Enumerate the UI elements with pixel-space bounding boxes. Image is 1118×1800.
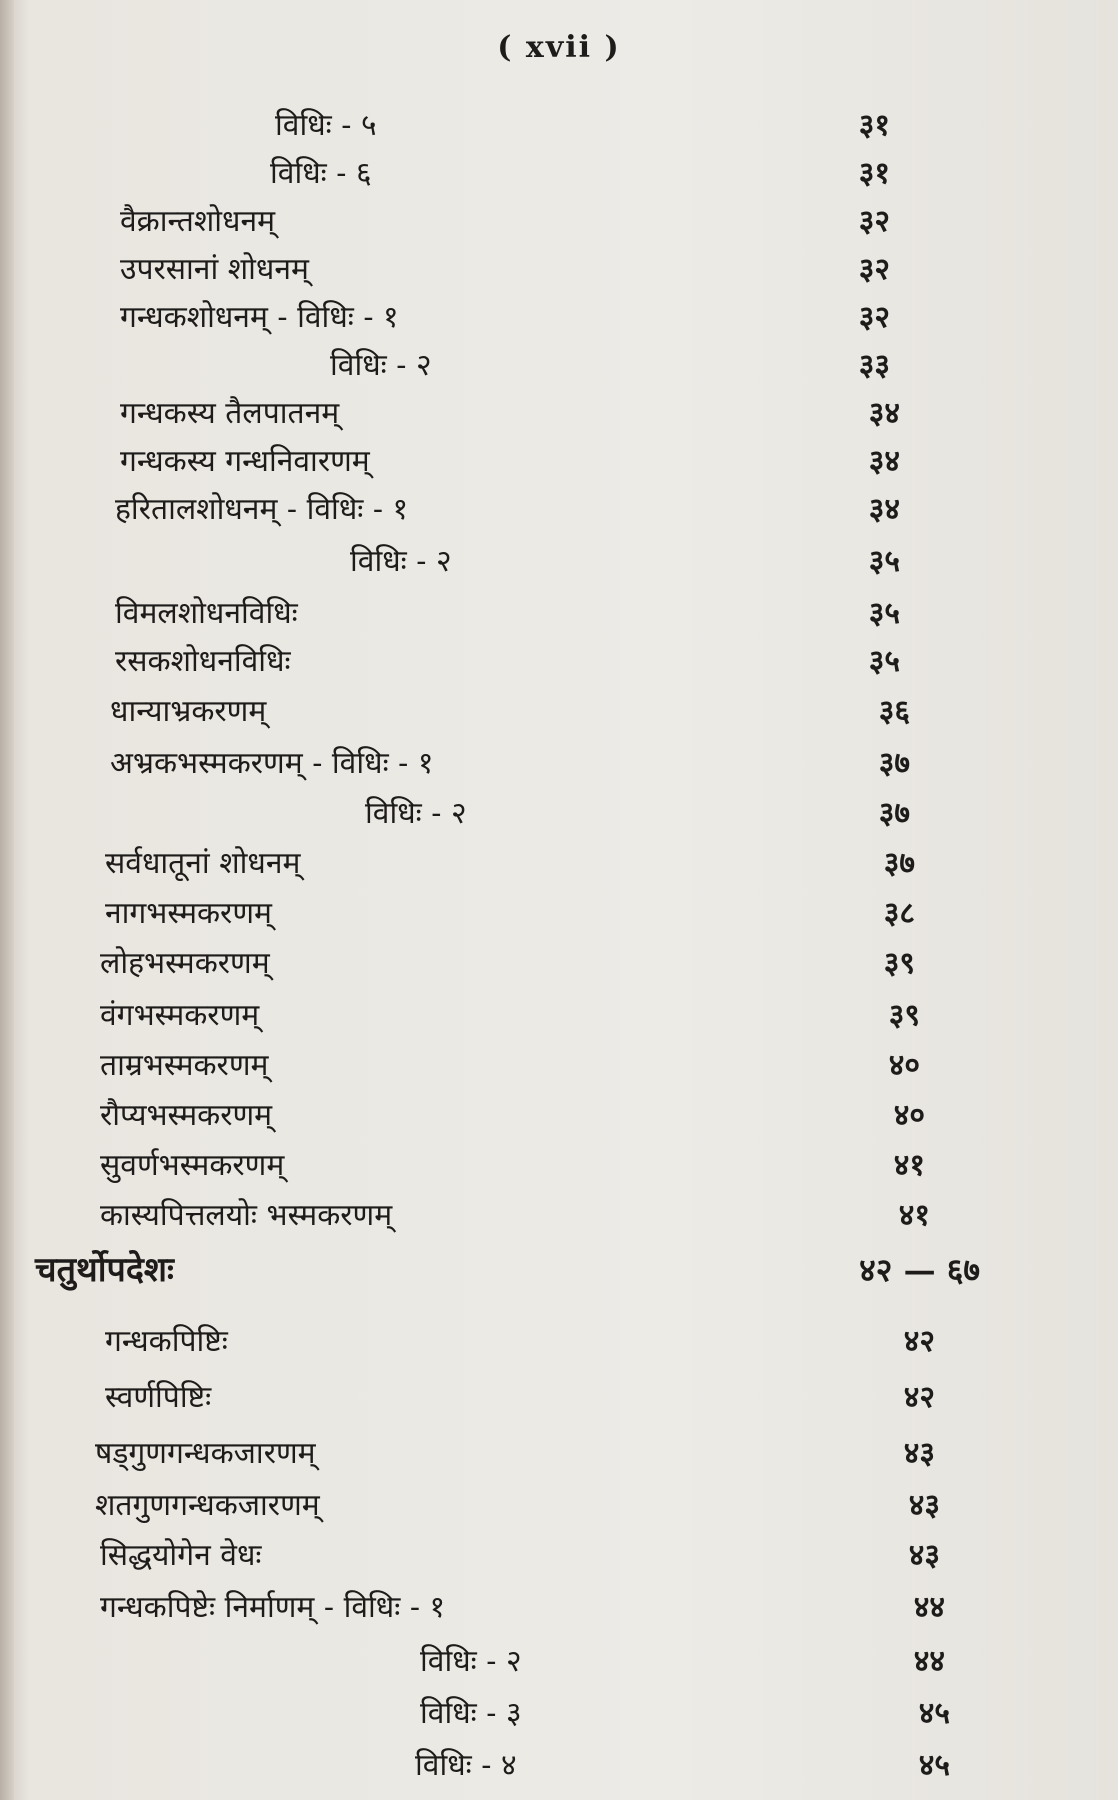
- toc-entry-page-number: ३२: [858, 300, 890, 335]
- toc-entry-page-number: ३९: [883, 946, 915, 981]
- toc-entry-page-number: ४२ — ६७: [859, 1251, 980, 1289]
- toc-entry: [0, 1190, 1118, 1242]
- toc-entry-page-number: ४२: [903, 1324, 935, 1359]
- toc-entry-page-number: ३८: [883, 896, 915, 931]
- toc-entry-title: गन्धकस्य तैलपातनम्: [120, 396, 340, 431]
- toc-entry-page-number: ३१: [858, 156, 890, 191]
- toc-entry-title: वंगभस्मकरणम्: [100, 998, 260, 1033]
- toc-entry-title: गन्धकपिष्टेः निर्माणम् - विधिः - १: [100, 1590, 446, 1625]
- section-heading: [0, 1244, 1118, 1296]
- toc-entry-title: उपरसानां शोधनम्: [120, 252, 309, 287]
- toc-entry-page-number: ३२: [858, 204, 890, 239]
- toc-entry-title: शतगुणगन्धकजारणम्: [95, 1488, 320, 1523]
- toc-entry-title: धान्याभ्रकरणम्: [110, 694, 267, 729]
- toc-entry: [0, 388, 1118, 440]
- toc-entry-title: सुवर्णभस्मकरणम्: [100, 1148, 285, 1183]
- toc-entry-title: सिद्धयोगेन वेधः: [100, 1538, 262, 1573]
- toc-entry-page-number: ४५: [918, 1696, 950, 1731]
- toc-entry: [0, 990, 1118, 1042]
- toc-entry-page-number: ४३: [908, 1488, 940, 1523]
- toc-entry-title: नागभस्मकरणम्: [105, 896, 272, 931]
- toc-entry-page-number: ३४: [868, 492, 900, 527]
- toc-entry-title: ताम्रभस्मकरणम्: [100, 1048, 269, 1083]
- toc-entry-title: विधिः - ३: [420, 1696, 522, 1731]
- toc-entry: [0, 938, 1118, 990]
- toc-entry: [0, 1040, 1118, 1092]
- toc-entry-page-number: ३७: [883, 846, 915, 881]
- toc-entry-title: सर्वधातूनां शोधनम्: [105, 846, 301, 881]
- toc-entry: [0, 686, 1118, 738]
- toc-entry-page-number: ३३: [858, 348, 890, 383]
- toc-entry: [0, 148, 1118, 200]
- toc-entry: [0, 436, 1118, 488]
- toc-entry-page-number: ३७: [878, 796, 910, 831]
- toc-entry-page-number: ४३: [908, 1538, 940, 1573]
- toc-entry: [0, 838, 1118, 890]
- toc-entry-page-number: ४०: [893, 1098, 925, 1133]
- toc-entry-title: लोहभस्मकरणम्: [100, 946, 270, 981]
- page-number: ( xvii ): [497, 30, 621, 65]
- toc-entry-title: स्वर्णपिष्टिः: [105, 1380, 212, 1415]
- toc-entry: [0, 738, 1118, 790]
- toc-entry-title: विधिः - २: [350, 544, 452, 579]
- toc-entry-page-number: ४४: [913, 1590, 945, 1625]
- toc-entry-title: रसकशोधनविधिः: [115, 644, 291, 679]
- toc-entry-title: कास्यपित्तलयोः भस्मकरणम्: [100, 1198, 393, 1233]
- toc-entry: [0, 1140, 1118, 1192]
- toc-entry-title: गन्धकशोधनम् - विधिः - १: [120, 300, 399, 335]
- toc-entry: [0, 1636, 1118, 1688]
- toc-entry-title: वैक्रान्तशोधनम्: [120, 204, 276, 239]
- toc-entry-page-number: ३५: [868, 644, 900, 679]
- toc-entry: [0, 244, 1118, 296]
- toc-entry-page-number: ४४: [913, 1644, 945, 1679]
- toc-entry: [0, 1316, 1118, 1368]
- toc-entry-page-number: ४१: [893, 1148, 925, 1183]
- toc-entry: [0, 1090, 1118, 1142]
- toc-entry-title: विधिः - २: [365, 796, 467, 831]
- toc-entry-page-number: ३५: [868, 596, 900, 631]
- toc-entry-title: विमलशोधनविधिः: [115, 596, 298, 631]
- toc-entry-page-number: ३२: [858, 252, 890, 287]
- toc-entry-title: अभ्रकभस्मकरणम् - विधिः - १: [110, 746, 434, 781]
- toc-entry-page-number: ३४: [868, 396, 900, 431]
- toc-entry-title: षड्गुणगन्धकजारणम्: [95, 1436, 316, 1471]
- toc-entry-page-number: ३५: [868, 544, 900, 579]
- toc-entry: [0, 484, 1118, 536]
- toc-entry: [0, 1530, 1118, 1582]
- toc-entry: [0, 636, 1118, 688]
- toc-entry-title: विधिः - ५: [275, 108, 377, 143]
- toc-entry-title: चतुर्थोपदेशः: [35, 1250, 174, 1290]
- toc-entry-page-number: ४०: [888, 1048, 920, 1083]
- toc-entry: [0, 588, 1118, 640]
- toc-entry: [0, 1428, 1118, 1480]
- toc-entry: [0, 1688, 1118, 1740]
- toc-entry: [0, 340, 1118, 392]
- toc-entry-page-number: ३६: [878, 694, 910, 729]
- toc-entry-title: विधिः - २: [330, 348, 432, 383]
- toc-entry-title: हरितालशोधनम् - विधिः - १: [115, 492, 409, 527]
- toc-entry-title: विधिः - २: [420, 1644, 522, 1679]
- toc-entry-title: रौप्यभस्मकरणम्: [100, 1098, 273, 1133]
- toc-entry-page-number: ३१: [858, 108, 890, 143]
- toc-entry: [0, 1372, 1118, 1424]
- toc-entry-page-number: ४१: [898, 1198, 930, 1233]
- toc-entry: [0, 1740, 1118, 1792]
- toc-entry-title: विधिः - ६: [270, 156, 372, 191]
- toc-entry: [0, 100, 1118, 152]
- toc-entry: [0, 536, 1118, 588]
- toc-entry-title: गन्धकपिष्टिः: [105, 1324, 228, 1359]
- toc-entry-page-number: ४२: [903, 1380, 935, 1415]
- toc-entry-page-number: ४३: [903, 1436, 935, 1471]
- toc-entry-page-number: ३७: [878, 746, 910, 781]
- toc-entry: [0, 1582, 1118, 1634]
- toc-entry: [0, 196, 1118, 248]
- toc-entry: [0, 1480, 1118, 1532]
- toc-entry-title: विधिः - ४: [415, 1748, 517, 1783]
- toc-entry-page-number: ३४: [868, 444, 900, 479]
- toc-entry: [0, 788, 1118, 840]
- toc-entry-title: गन्धकस्य गन्धनिवारणम्: [120, 444, 370, 479]
- toc-entry: [0, 888, 1118, 940]
- toc-entry-page-number: ४५: [918, 1748, 950, 1783]
- toc-entry: [0, 292, 1118, 344]
- toc-entry-page-number: ३९: [888, 998, 920, 1033]
